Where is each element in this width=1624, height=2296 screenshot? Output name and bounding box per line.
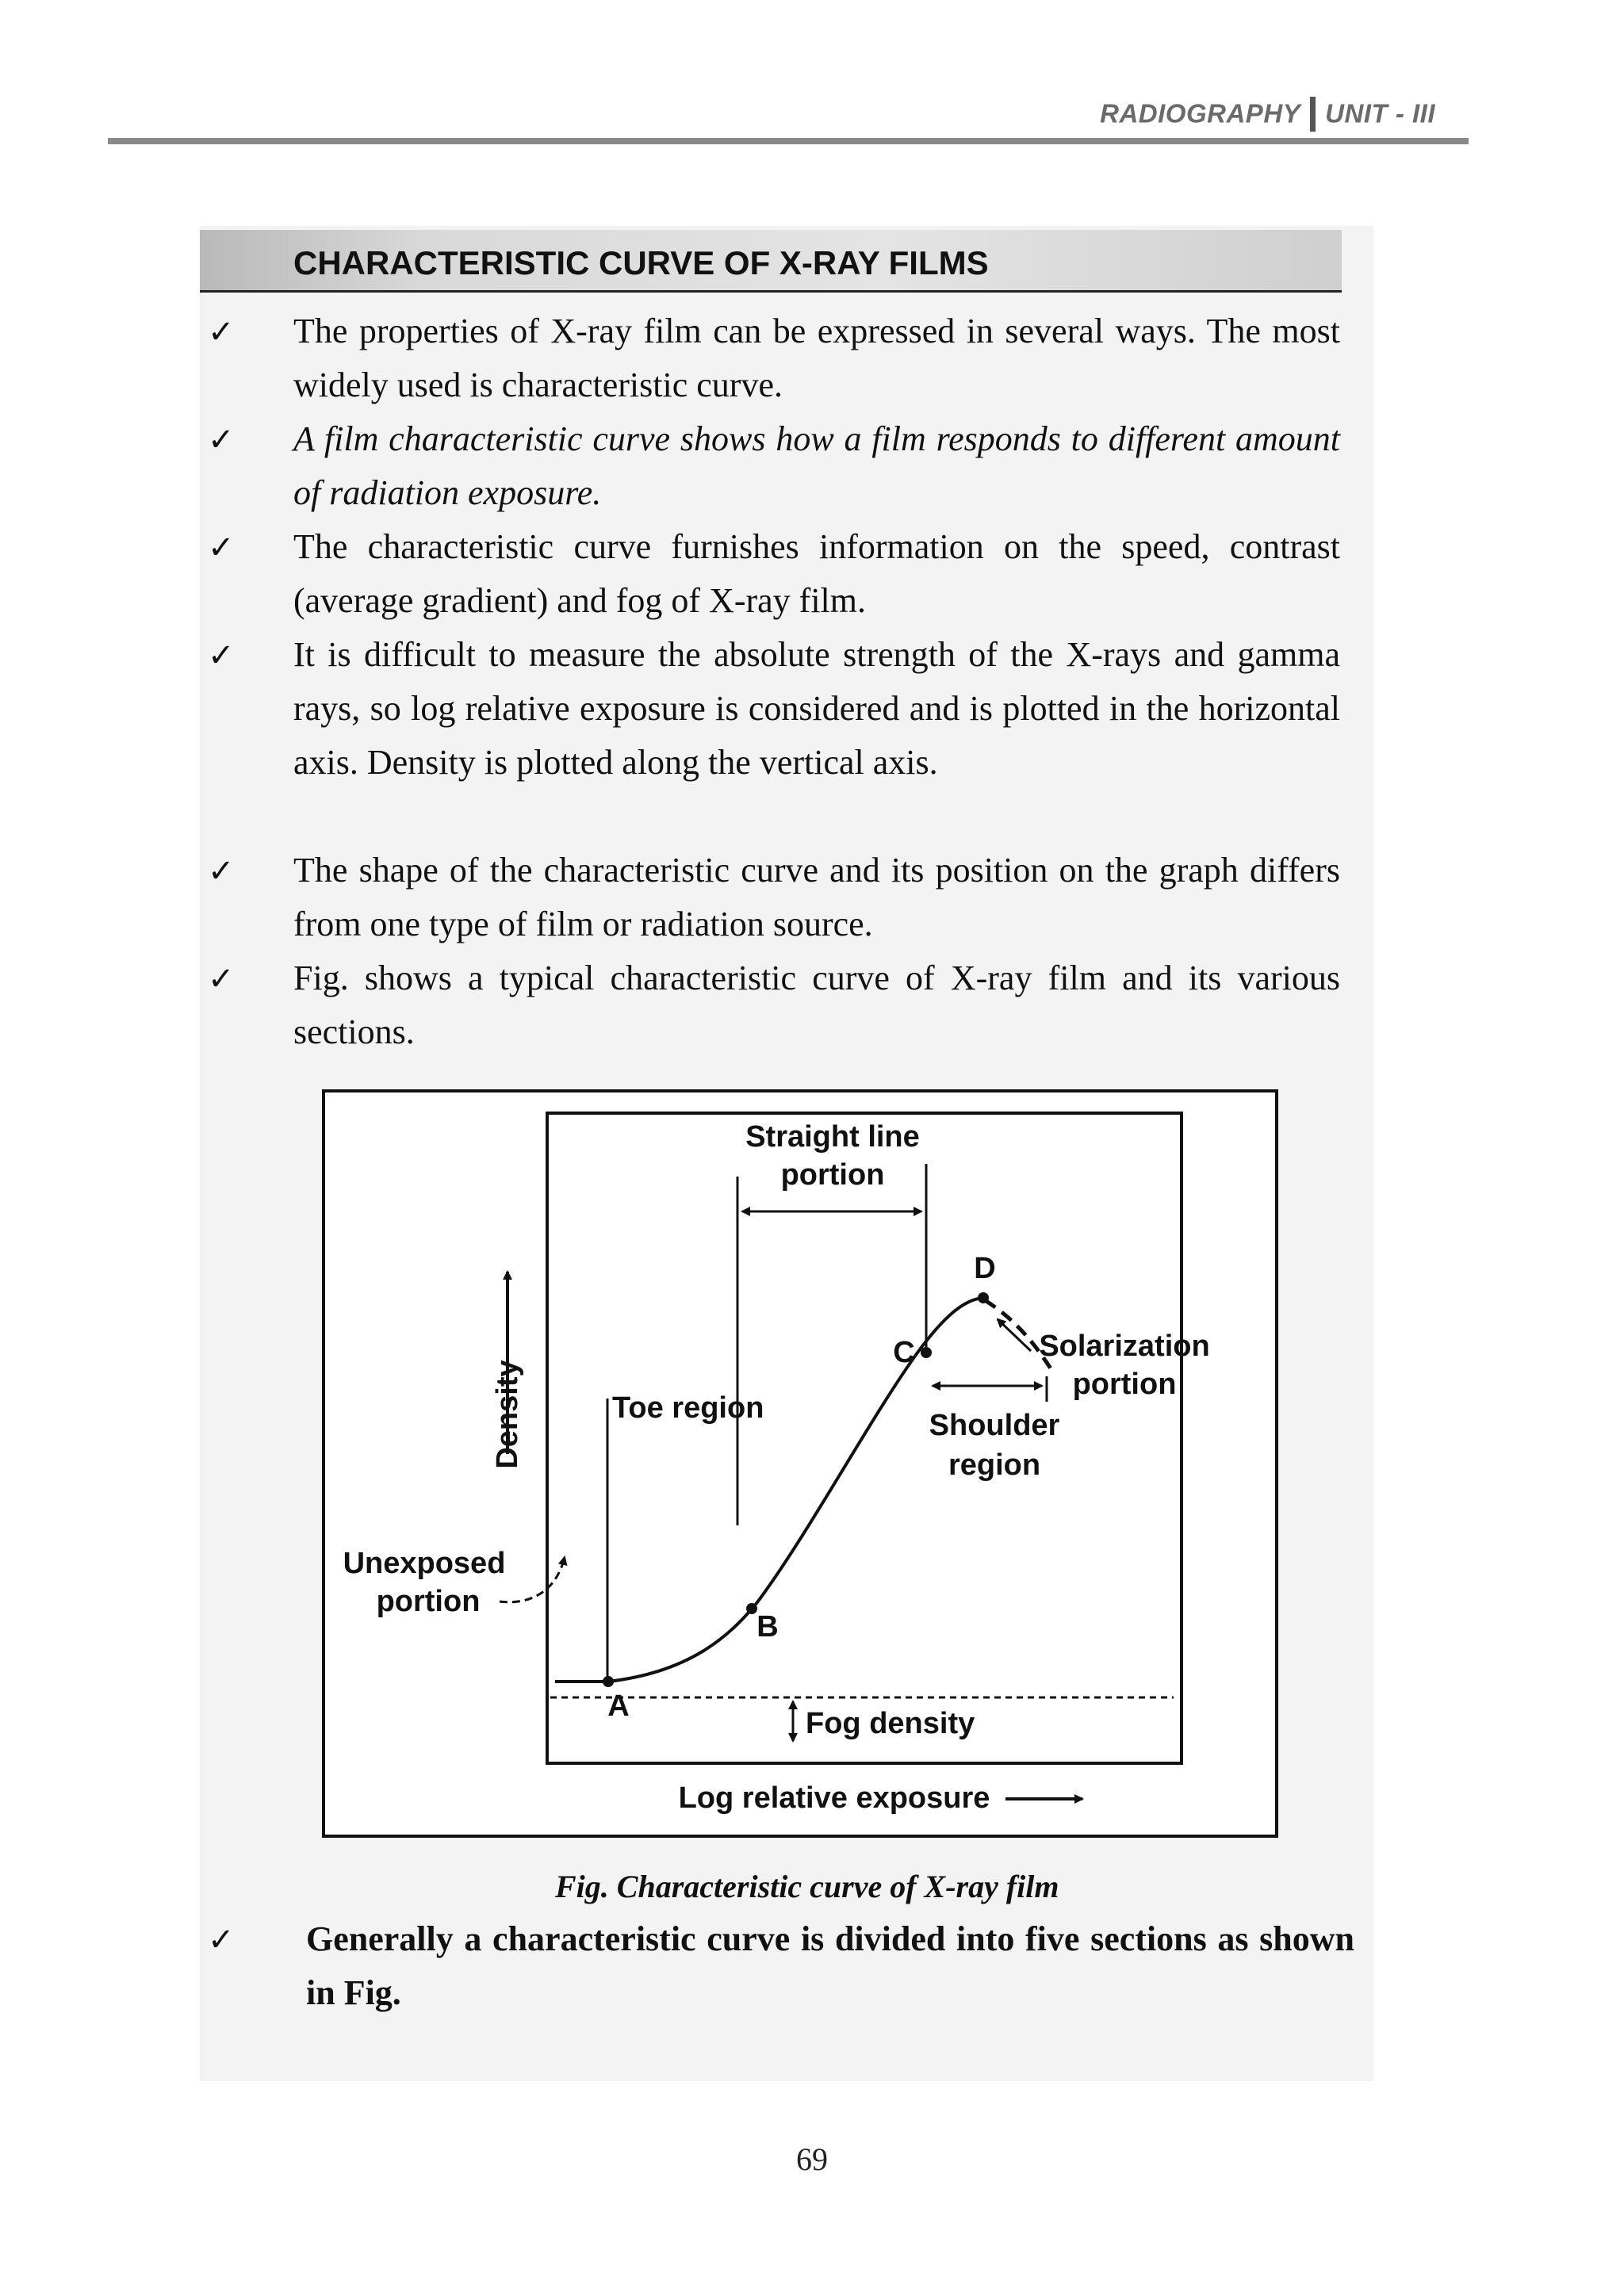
solarization-label: Solarization bbox=[1039, 1330, 1210, 1363]
unexposed-label: portion bbox=[376, 1585, 481, 1618]
check-icon: ✓ bbox=[208, 314, 235, 350]
fog-density-label: Fog density bbox=[806, 1707, 975, 1740]
point-c bbox=[921, 1347, 932, 1358]
solarization-label: portion bbox=[1072, 1368, 1177, 1401]
header-separator bbox=[1310, 97, 1316, 132]
straight-line-label: portion bbox=[780, 1158, 885, 1192]
bullet-3-text: The characteristic curve furnishes information on the speed, contrast (average gradient) and fog of X-ray film. bbox=[293, 527, 1340, 620]
point-a-label: A bbox=[607, 1689, 630, 1723]
bullet-1-text: The properties of X-ray film can be expressed in several ways. The most widely used is characteristic curve. bbox=[293, 312, 1340, 404]
bullet-6-text: Fig. shows a typical characteristic curve of X-ray film and its various sections. bbox=[293, 959, 1340, 1051]
check-icon: ✓ bbox=[208, 530, 235, 566]
point-b bbox=[746, 1603, 757, 1614]
shoulder-label: Shoulder bbox=[929, 1409, 1060, 1442]
characteristic-curve-figure bbox=[317, 1081, 1293, 1843]
point-d bbox=[978, 1292, 989, 1303]
point-b-label: B bbox=[756, 1610, 779, 1644]
bullet-5-text: The shape of the characteristic curve and its position on the graph differs from one type of film or radiation source. bbox=[293, 851, 1340, 943]
figure-outer-frame bbox=[324, 1091, 1277, 1836]
bullet-2-text: A film characteristic curve shows how a film responds to different amount of radiation exposure. bbox=[293, 419, 1340, 512]
header-subject: RADIOGRAPHY bbox=[1100, 98, 1301, 128]
shoulder-label: region bbox=[948, 1448, 1041, 1482]
figure-caption: Fig. Characteristic curve of X-ray film bbox=[555, 1869, 1059, 1904]
toe-region-label: Toe region bbox=[612, 1391, 764, 1425]
point-d-label: D bbox=[974, 1252, 996, 1285]
final-bullet-text: Generally a characteristic curve is divided into five sections as shown in Fig. bbox=[306, 1919, 1354, 2012]
check-icon: ✓ bbox=[208, 637, 235, 674]
x-axis-label: Log relative exposure bbox=[678, 1781, 990, 1815]
running-header bbox=[1100, 98, 1435, 133]
unexposed-label: Unexposed bbox=[343, 1547, 506, 1580]
bullet-4-text: It is difficult to measure the absolute strength of the X-rays and gamma rays, so log relative exposure is considered and is plotted in the horizontal axis. Density is plotted along the vertical axis. bbox=[293, 635, 1340, 782]
straight-line-label: Straight line bbox=[745, 1120, 920, 1154]
header-unit: UNIT - III bbox=[1325, 98, 1435, 128]
check-icon: ✓ bbox=[208, 422, 235, 458]
check-icon: ✓ bbox=[208, 1922, 235, 1958]
page-number: 69 bbox=[796, 2141, 828, 2177]
density-axis-label: Density bbox=[491, 1360, 524, 1469]
section-title: CHARACTERISTIC CURVE OF X-RAY FILMS bbox=[293, 244, 989, 281]
check-icon: ✓ bbox=[208, 853, 235, 890]
header-rule bbox=[108, 138, 1469, 144]
point-c-label: C bbox=[893, 1336, 915, 1369]
check-icon: ✓ bbox=[208, 961, 235, 997]
